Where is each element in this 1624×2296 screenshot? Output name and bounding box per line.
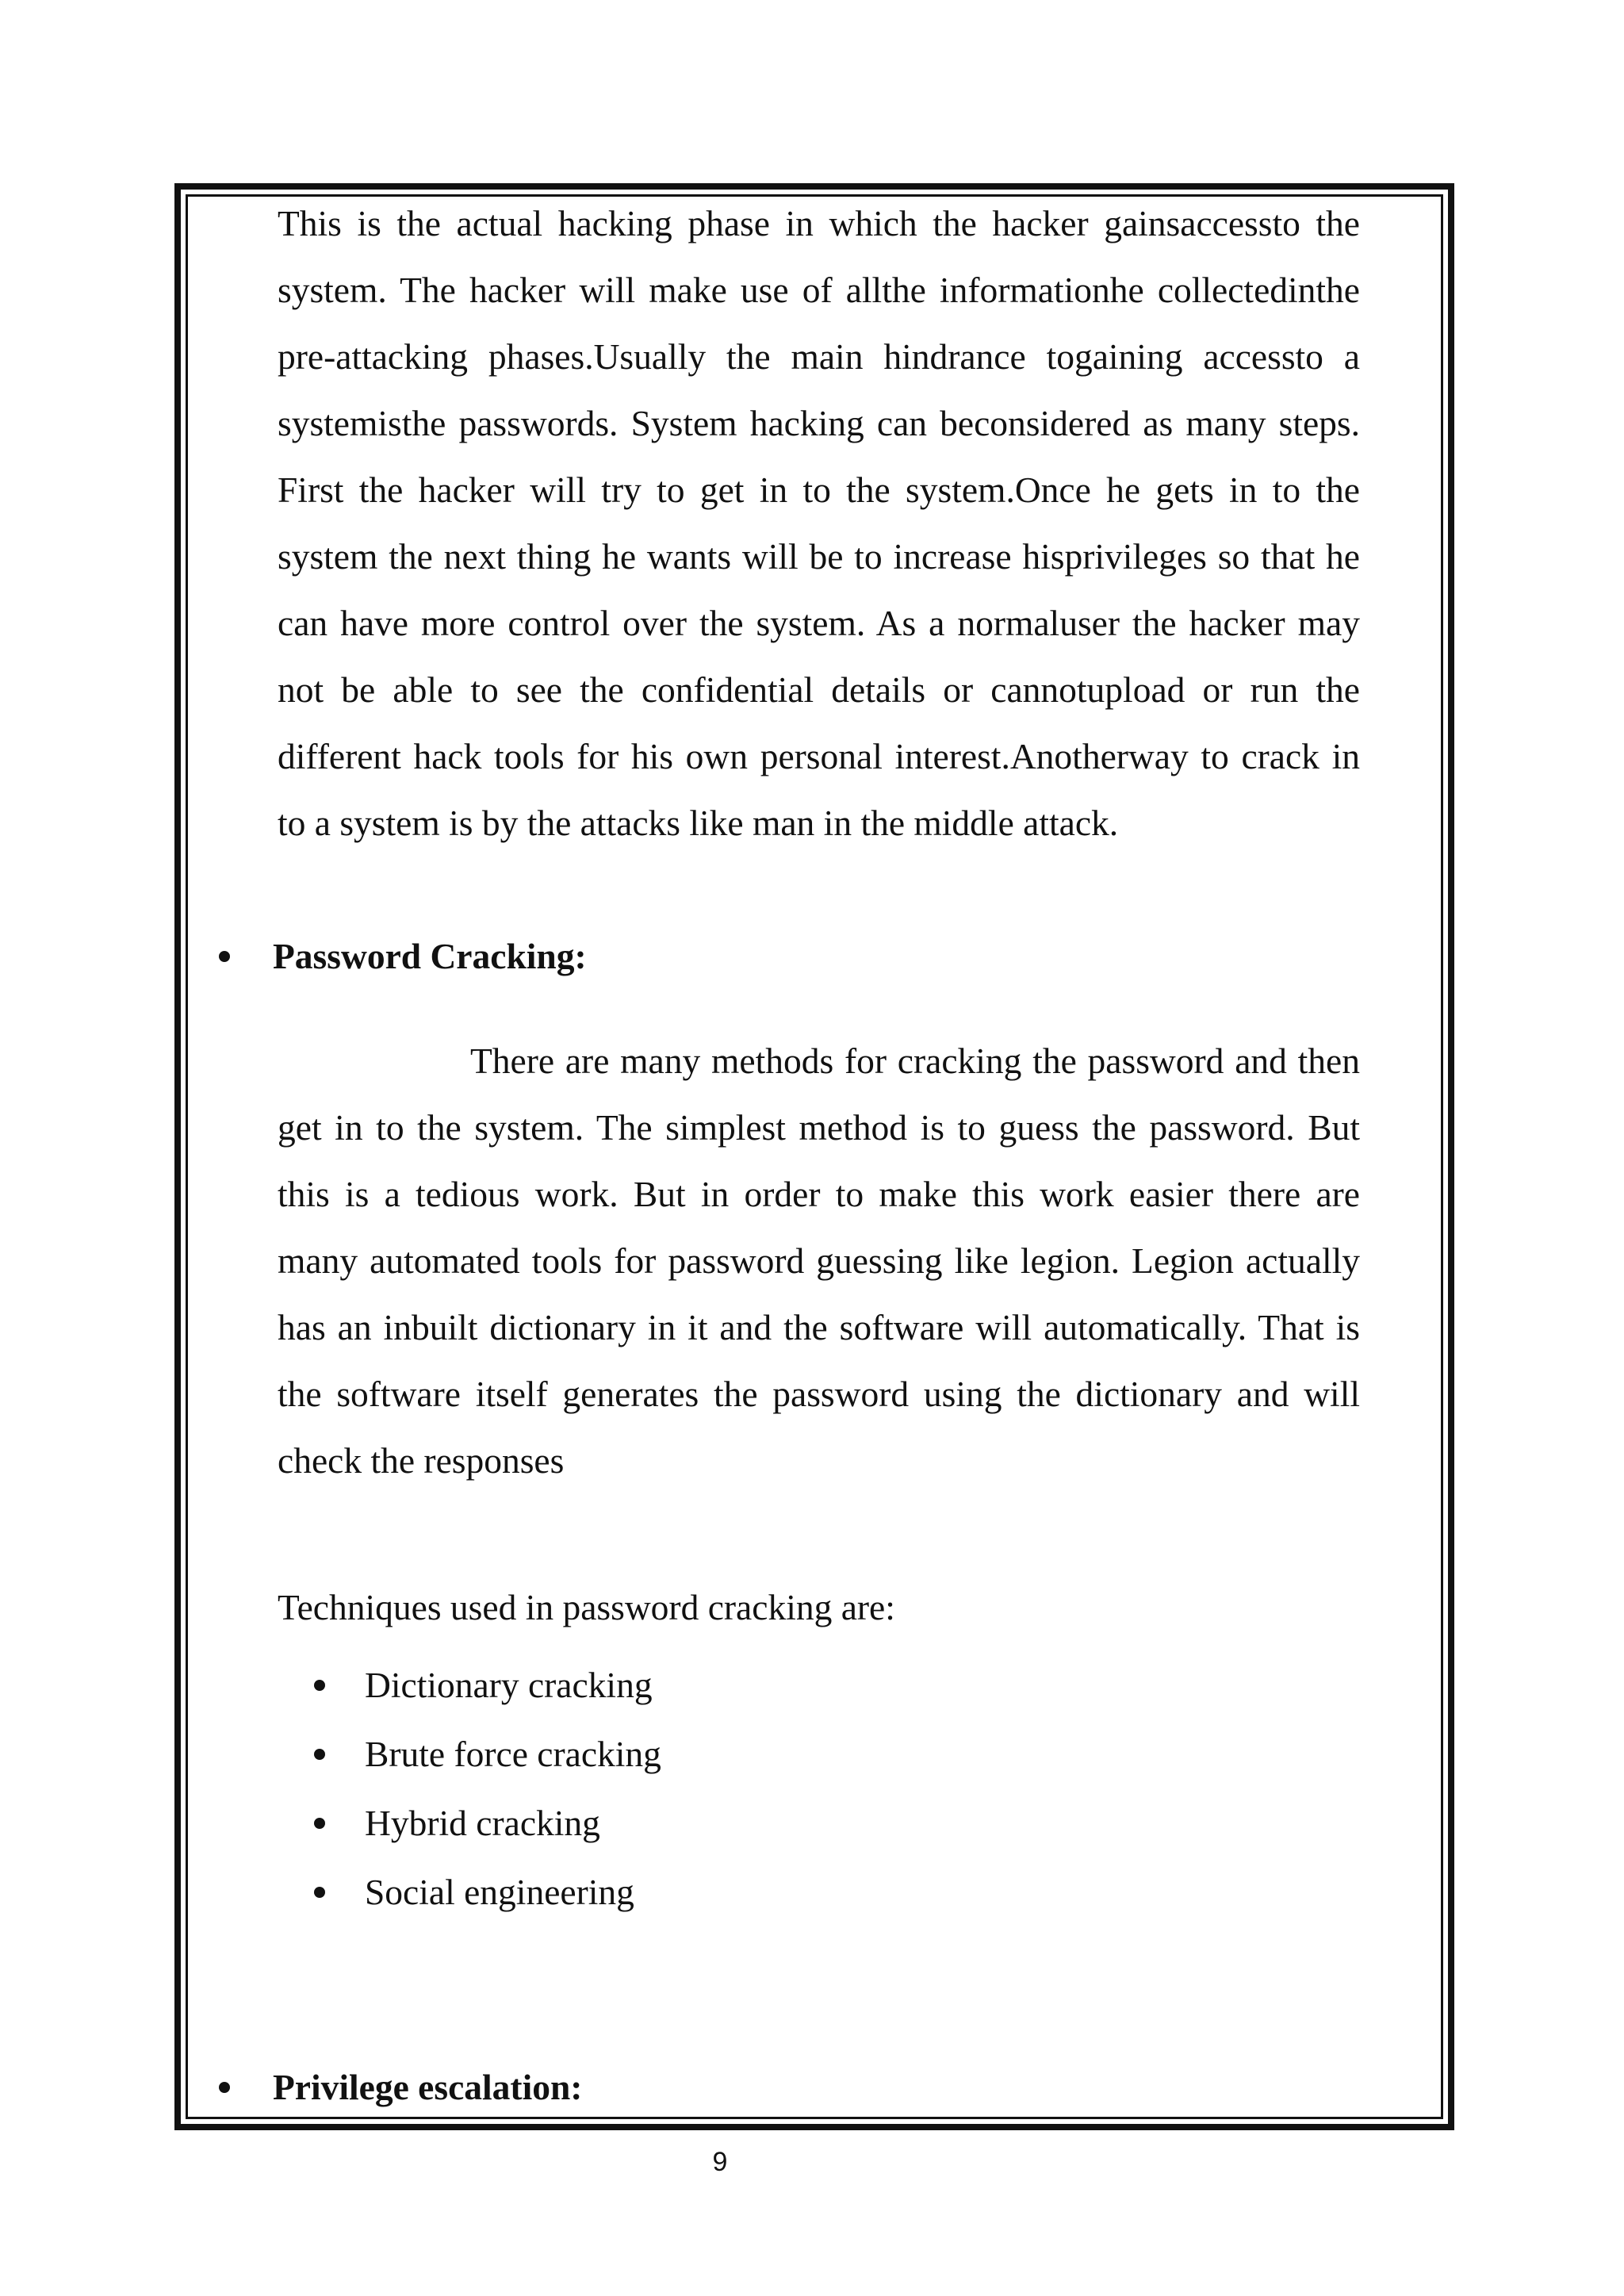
list-item [314,1719,661,1788]
list-item [314,1857,661,1926]
password-cracking-paragraph: There are many methods for cracking the password and then get in to the system. The simplest method is to guess the password. But this is a tedious work. But in order to make this work easier there are many automated tools for password guessing like legion. Legion actually has an inbuilt dictionary in it and the software will automatically. That is the software itself generates the password using the dictionary and will check the responses [278,1041,1360,1481]
list-item [314,1788,661,1857]
heading-privilege-escalation-text: Privilege escalation: [273,2067,583,2107]
heading-password-cracking [214,933,587,980]
heading-privilege-escalation [214,2064,582,2111]
list-item-text: Brute force cracking [365,1734,661,1774]
bullet-icon [219,2082,230,2093]
page-number: 9 [712,2147,728,2177]
intro-paragraph: This is the actual hacking phase in which the hacker gainsaccessto the system. The hacker will make use of allthe informationhe collectedinthe pre-attacking phases.Usually the main hindrance togaining accessto a systemisthe passwords. System hacking can beconsidered as many steps. First the hacker will try to get in to the system.Once he gets in to the system the next thing he wants will be to increase hisprivileges so that he can have more control over the system. As a normaluser the hacker may not be able to see the confidential details or cannotupload or run the different hack tools for his own personal interest.Anotherway to crack in to a system is by the attacks like man in the middle attack. [278,203,1360,843]
list-item [314,1650,661,1719]
bullet-icon [219,951,230,962]
bullet-icon [314,1749,325,1760]
heading-password-cracking-text: Password Cracking: [273,936,587,976]
bullet-icon [314,1818,325,1829]
techniques-list [314,1650,661,1926]
bullet-icon [314,1887,325,1898]
list-item-text: Hybrid cracking [365,1803,600,1843]
list-item-text: Social engineering [365,1872,634,1912]
list-item-text: Dictionary cracking [365,1665,653,1705]
techniques-intro: Techniques used in password cracking are: [278,1587,895,1627]
bullet-icon [314,1680,325,1691]
